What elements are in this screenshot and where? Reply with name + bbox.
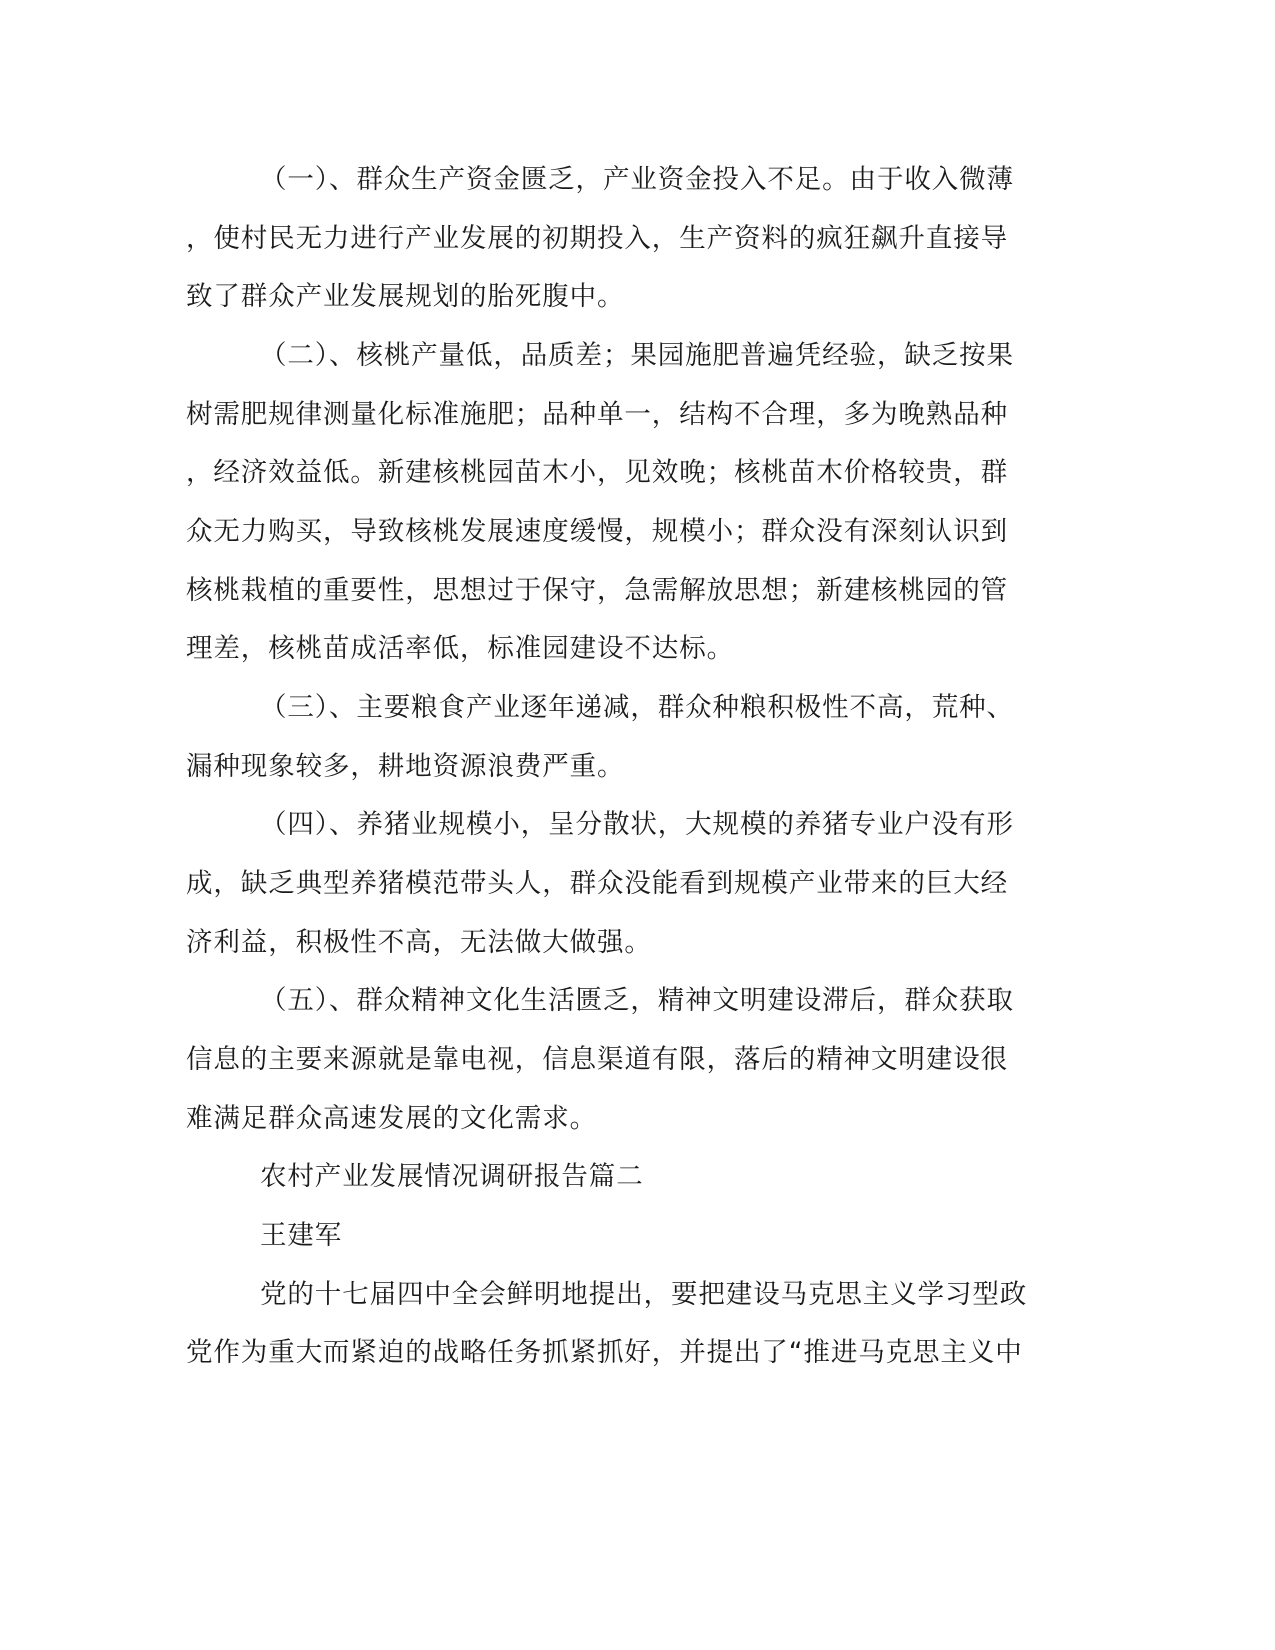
paragraph-5-line-2: 信息的主要来源就是靠电视，信息渠道有限，落后的精神文明建设很 [186,1044,1008,1075]
paragraph-2-line-6: 理差，核桃苗成活率低，标准园建设不达标。 [186,633,734,664]
paragraph-4-line-3: 济利益，积极性不高，无法做大做强。 [186,927,652,958]
paragraph-2-line-2: 树需肥规律测量化标准施肥；品种单一，结构不合理，多为晚熟品种 [186,399,1008,430]
paragraph-2-line-5: 核桃栽植的重要性，思想过于保守，急需解放思想；新建核桃园的管 [186,575,1008,606]
paragraph-6-line-1: 党的十七届四中全会鲜明地提出，要把建设马克思主义学习型政 [260,1279,1028,1310]
paragraph-4-line-1: （四）、养猪业规模小，呈分散状，大规模的养猪专业户没有形 [260,809,1014,840]
paragraph-2-line-4: 众无力购买，导致核桃发展速度缓慢，规模小；群众没有深刻认识到 [186,516,1008,547]
paragraph-1-line-3: 致了群众产业发展规划的胎死腹中。 [186,281,625,312]
paragraph-2-line-1: （二）、核桃产量低，品质差；果园施肥普遍凭经验，缺乏按果 [260,340,1014,371]
author-name: 王建军 [260,1220,343,1251]
paragraph-4-line-2: 成，缺乏典型养猪模范带头人，群众没能看到规模产业带来的巨大经 [186,868,1008,899]
paragraph-3-line-2: 漏种现象较多，耕地资源浪费严重。 [186,751,625,782]
paragraph-1-line-2: ，使村民无力进行产业发展的初期投入，生产资料的疯狂飙升直接导 [186,223,1008,254]
paragraph-6-line-2: 党作为重大而紧迫的战略任务抓紧抓好，并提出了“推进马克思主义中 [186,1337,1023,1368]
paragraph-2-line-3: ，经济效益低。新建核桃园苗木小，见效晚；核桃苗木价格较贵，群 [186,457,1008,488]
paragraph-3-line-1: （三）、主要粮食产业逐年递减，群众种粮积极性不高，荒种、 [260,692,1014,723]
paragraph-1-line-1: （一）、群众生产资金匮乏，产业资金投入不足。由于收入微薄 [260,164,1014,195]
paragraph-5-line-1: （五）、群众精神文化生活匮乏，精神文明建设滞后，群众获取 [260,985,1014,1016]
section-title: 农村产业发展情况调研报告篇二 [260,1161,644,1192]
paragraph-5-line-3: 难满足群众高速发展的文化需求。 [186,1103,597,1134]
